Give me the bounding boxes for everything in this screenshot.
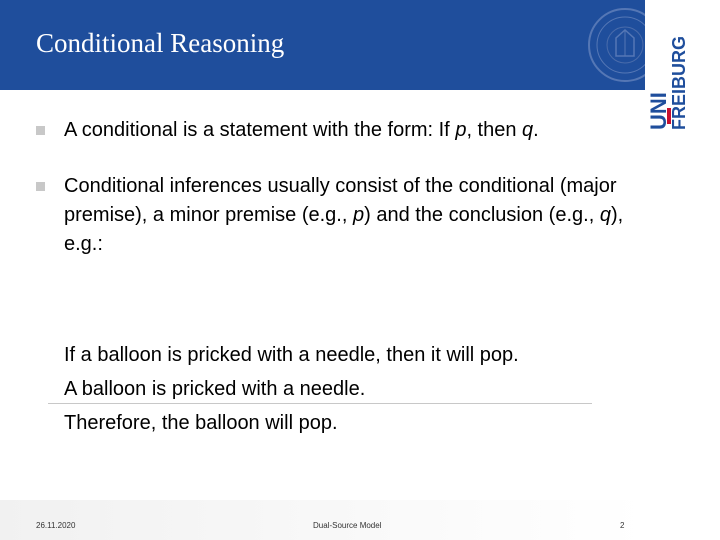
footer-date: 26.11.2020 <box>36 521 76 530</box>
bullet-list <box>36 116 636 259</box>
logo-text-freiburg: FREIBURG <box>669 36 689 130</box>
bullet-square-icon <box>36 126 45 135</box>
minor-premise: A balloon is pricked with a needle. <box>64 378 366 400</box>
bullet-text: A conditional is a statement with the form: If <box>64 119 456 141</box>
slide-title: Conditional Reasoning <box>36 28 285 58</box>
conclusion: Therefore, the balloon will pop. <box>64 412 338 434</box>
major-premise: If a balloon is pricked with a needle, then it will pop. <box>64 344 519 366</box>
bullet-text: ), e.g.: <box>64 204 624 255</box>
variable-q: q <box>599 204 611 226</box>
bullet-item <box>36 172 636 259</box>
bullet-text: . <box>533 119 539 141</box>
bullet-square-icon <box>36 182 45 191</box>
bullet-text: ) and the conclusion (e.g., <box>364 204 600 226</box>
footer-title: Dual-Source Model <box>313 521 382 530</box>
logo-text-uni: UNI <box>646 92 671 130</box>
variable-p: p <box>352 204 365 226</box>
footer <box>0 500 645 540</box>
bullet-item <box>36 116 636 145</box>
variable-q: q <box>522 119 534 141</box>
conclusion-divider <box>48 403 592 404</box>
title-bar <box>0 0 645 90</box>
variable-p: p <box>455 119 467 141</box>
syllogism-example <box>64 338 624 440</box>
bullet-text: Conditional inferences usually consist of the conditional (major premise), a minor premise (e.g., <box>64 175 617 226</box>
bullet-text: , then <box>466 119 523 141</box>
uni-freiburg-logo <box>645 24 695 134</box>
university-seal-icon <box>586 6 645 84</box>
page-number: 2 <box>620 521 625 530</box>
